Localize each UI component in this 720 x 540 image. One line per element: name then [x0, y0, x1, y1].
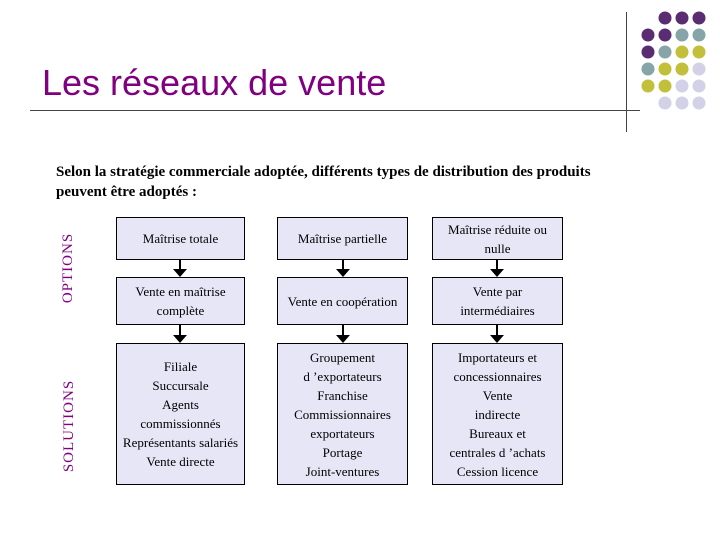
arrow-1a — [173, 260, 187, 277]
decorative-dot — [693, 80, 706, 93]
solution-item: concessionnaires — [453, 368, 542, 384]
decorative-dot — [693, 29, 706, 42]
solution-item: Représentants salariés — [122, 435, 239, 450]
page-title: Les réseaux de vente — [42, 62, 387, 103]
decorative-dot — [642, 46, 655, 59]
arrow-2a — [336, 260, 350, 277]
solution-item: centrales d ’achats — [449, 444, 546, 460]
decorative-dot — [659, 80, 672, 93]
decorative-dot — [642, 63, 655, 76]
decorative-dot — [659, 29, 672, 42]
decorative-dot — [676, 97, 689, 110]
decorative-dot — [659, 46, 672, 59]
title-underline — [30, 110, 640, 111]
decorative-dot — [676, 12, 689, 25]
option-box-1: Maîtrise totale — [116, 217, 245, 260]
decorative-dot — [693, 46, 706, 59]
options-side-label: OPTIONS — [60, 232, 76, 304]
decorative-dot — [693, 63, 706, 76]
solution-item: d ’exportateurs — [303, 368, 382, 384]
solution-item: Groupement — [310, 349, 375, 365]
mode-box-3: Vente par intermédiaires — [432, 277, 563, 325]
decorative-dot — [659, 97, 672, 110]
mode-box-2: Vente en coopération — [277, 277, 408, 325]
solution-list-2 — [294, 348, 391, 481]
solution-item: Filiale — [163, 359, 198, 374]
decorative-dot-grid — [640, 10, 720, 120]
arrow-3a — [490, 260, 504, 277]
solution-item: Commissionnaires — [294, 406, 391, 422]
decorative-dot — [693, 12, 706, 25]
decorative-dot — [659, 63, 672, 76]
solution-item: Portage — [322, 444, 363, 460]
decorative-dot — [642, 29, 655, 42]
solution-item: Importateurs et — [457, 349, 538, 365]
solution-item: Franchise — [317, 387, 368, 403]
solution-list-3 — [449, 348, 545, 481]
decorative-dot — [676, 63, 689, 76]
solution-box-2 — [277, 343, 408, 485]
arrow-3b — [490, 325, 504, 343]
decorative-dot — [693, 97, 706, 110]
solution-item: Agents commissionnés — [140, 397, 221, 431]
solution-list-1 — [121, 357, 240, 471]
solutions-side-label: SOLUTIONS — [61, 379, 77, 473]
solution-item: exportateurs — [310, 425, 375, 441]
arrow-2b — [336, 325, 350, 343]
solution-item: Cession licence — [456, 463, 539, 479]
solution-item: Vente — [482, 387, 513, 403]
mode-box-1: Vente en maîtrise complète — [116, 277, 245, 325]
decorative-dot — [676, 46, 689, 59]
solution-box-1 — [116, 343, 245, 485]
solution-item: indirecte — [474, 406, 521, 422]
solution-item: Bureaux et — [469, 425, 526, 441]
option-box-3: Maîtrise réduite ou nulle — [432, 217, 563, 260]
arrow-1b — [173, 325, 187, 343]
solution-item: Succursale — [152, 378, 209, 393]
decorative-dot — [659, 12, 672, 25]
decorative-dot — [676, 80, 689, 93]
solution-item: Vente directe — [146, 454, 215, 469]
decorative-dot — [642, 80, 655, 93]
decorative-dot — [676, 29, 689, 42]
decorative-vertical-line — [626, 12, 627, 132]
solution-box-3 — [432, 343, 563, 485]
intro-text: Selon la stratégie commerciale adoptée, différents types de distribution des produits peuvent être adoptés : — [56, 164, 591, 200]
option-box-2: Maîtrise partielle — [277, 217, 408, 260]
solution-item: Joint-ventures — [305, 463, 380, 479]
